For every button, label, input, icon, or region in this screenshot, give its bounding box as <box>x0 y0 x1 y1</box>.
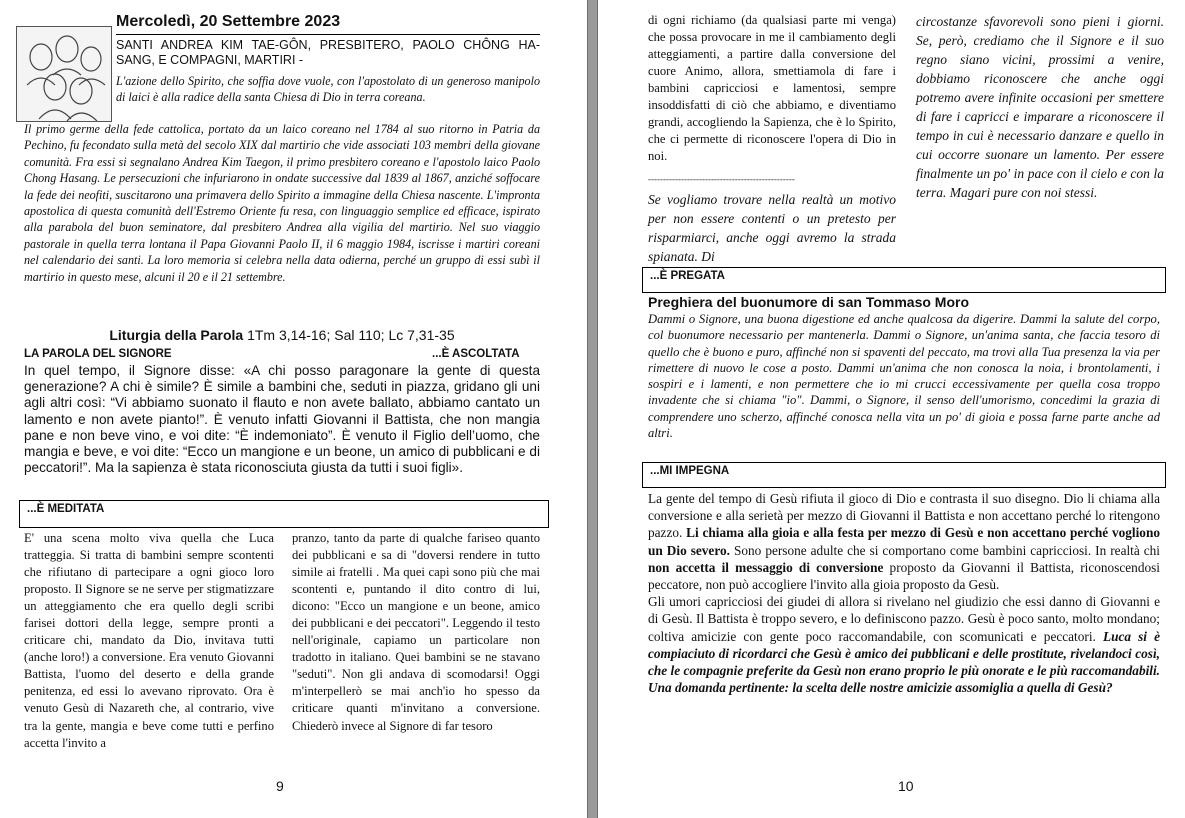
impegna-p1e: proposto da Giovanni il Battista, riconoscendosi peccatore, non può accogliere l'invito alla gioia proposto da Gesù. <box>648 559 1160 593</box>
impegna-p1a: La gente del tempo di Gesù rifiuta il gioco di Dio e contrasta il suo disegno. Dio li chiama alla conversione e alla serietà per mezzo di Giovanni il Battista e non accettano perché lo ritengono pazzo. <box>648 491 1160 541</box>
saint-bio-intro: L'azione dello Spirito, che soffia dove vuole, con l'apostolato di un generoso manipolo di laici è alla radice della santa Chiesa di Dio in terra coreana. <box>116 74 540 105</box>
liturgy-title: Liturgia della Parola <box>109 327 244 343</box>
reflection-column-1: Se vogliamo trovare nella realtà un motivo per non essere contenti o un pretesto per risparmiarci, anche oggi avremo la strada spianata. Di <box>648 192 896 264</box>
date-underline <box>116 34 540 35</box>
label-impegna: ...MI IMPEGNA <box>642 462 1166 488</box>
impegna-text <box>648 490 1160 696</box>
date-heading: Mercoledì, 20 Settembre 2023 <box>116 13 341 30</box>
impegna-p2a: Gli umori capricciosi dei giudei di allora si rivelano nel giudizio che essi danno di Giovanni e di Gesù. Il Battista è troppo severo, e lo definiscono pazzo. Gesù è poco santo, molto mondano; coltiva amicizie con gente poco raccomandabile, con scomunicati e peccatori. <box>648 594 1160 644</box>
liturgy-refs: 1Tm 3,14-16; Sal 110; Lc 7,31-35 <box>247 327 455 343</box>
liturgy-heading <box>24 327 540 343</box>
reflection-column-2: circostanze sfavorevoli sono pieni i giorni. Se, però, crediamo che il Signore e il suo regno siano vicini, prossimi a venire, dobbiamo riconoscere che anche oggi potremo avere infinite occasioni per smettere di fare i capricci e imparare a riconoscere il tempo in cui è necessario danzare e quello in cui occorre suonare un lamento. Per essere finalmente un po' in pace con il cielo e con la terra. Magari pure con noi stessi. <box>916 14 1164 200</box>
saint-bio: Il primo germe della fede cattolica, portato da un laico coreano nel 1784 al suo ritorno in Patria da Pechino, fu fecondato sulla metà del secolo XIX dal martirio che vide associati 103 membri della giovane comunità. Fra essi si segnalano Andrea Kim Taegon, il primo presbitero coreano e l'apostolo laico Paolo Chong Hasang. Le persecuzioni che infuriarono in ondate successive dal 1839 al 1867, anziché soffocare la fede dei neofiti, suscitarono una primavera dello Spirito a immagine della Chiesa nascente. L'impronta apostolica di questa comunità dell'Estremo Oriente fu resa, con linguaggio semplice ed efficace, ispirato alla parabola del buon seminatore, dal presbitero Andrea alla vigilia del martirio. Nel suo viaggio pastorale in quella terra lontana il Papa Giovanni Paolo II, il 6 maggio 1984, iscrisse i martiri coreani nel calendario dei santi. La loro memoria si celebra nella data odierna, perché un gruppo di essi subì il martirio in questo mese, alcuni il 20 e il 21 settembre. <box>24 122 540 284</box>
label-meditata: ...È MEDITATA <box>19 500 549 528</box>
meditation-column-2: pranzo, tanto da parte di qualche fariseo quanto dei pubblicani e sa di "doversi rendere in tutto simile ai fratelli . Ma quei capi sono più che mai scontenti e, puntando il dito contro di lui, dicono: "Ecco un mangione e un beone, amico dei pubblicani e dei peccatori". Leggendo il testo nell'originale, capiamo un particolare non tradotto in italiano. Quei bambini se ne stavano "seduti". Non gli andava di scomodarsi! Oggi m'interpellerò se mai anch'io ho spesso da criticare quanti m'invitano a conversione. Chiederò invece al Signore di far tesoro <box>292 531 540 733</box>
label-ascoltata: ...È ASCOLTATA <box>432 348 520 360</box>
label-pregata: ...È PREGATA <box>642 267 1166 293</box>
impegna-p1c: Sono persone adulte che si comportano come bambini capricciosi. In realtà chi <box>733 542 1160 558</box>
impegna-p1b: Li chiama alla gioia e alla festa per mezzo di Gesù e non accettano perché vogliono un Dio severo. <box>648 525 1160 558</box>
label-parola: LA PAROLA DEL SIGNORE <box>24 348 172 360</box>
page-right <box>598 0 1185 818</box>
page-number: 9 <box>276 778 284 794</box>
page-left <box>0 0 587 818</box>
impegna-p2b: Luca si è compiaciuto di ricordarci che Gesù è amico dei pubblicani e delle prostitute, rivelandoci così, che le compagnie preferite da Gesù non erano proprio le più onorate e le più raccomandabili. Una domanda pertinente: la scelta delle nostre amicizie assomiglia a quella di Gesù? <box>648 628 1160 696</box>
saints-title: SANTI ANDREA KIM TAE-GÔN, PRESBITERO, PAOLO CHÔNG HA-SANG, E COMPAGNI, MARTIRI - <box>116 38 540 67</box>
gospel-text: In quel tempo, il Signore disse: «A chi posso paragonare la gente di questa generazione? A chi è simile? È simile a bambini che, seduti in piazza, gridano gli uni agli altri così: “Vi abbiamo suonato il flauto e non avete ballato, abbiamo cantato un lamento e non avete pianto!”. È venuto infatti Giovanni il Battista, che non mangia pane e non beve vino, e voi dite: “È indemoniato”. È venuto il Figlio dell’uomo, che mangia e beve, e voi dite: “Ecco un mangione e un beone, un amico di pubblicani e di peccatori!”. Ma la sapienza è stata riconosciuta giusta da tutti i suoi figli». <box>24 363 540 476</box>
impegna-p1d: non accetta il messaggio di conversione <box>648 559 884 575</box>
saints-portrait-icon <box>16 26 112 122</box>
page-gutter <box>587 0 598 818</box>
section-divider: ------------------------------------------------- <box>648 176 795 182</box>
meditation-continued: di ogni richiamo (da qualsiasi parte mi venga) che possa provocare in me il cambiamento degli atteggiamenti, a partire dalla conversione del cuore Animo, allora, smettiamola di fare i bambini capricciosi e lamentosi, sempre insoddisfatti di ciò che abbiamo, e diventiamo grandi, accogliendo la Sapienza, che è lo Spirito, che ci permette di riconoscere l'opera di Dio in noi. <box>648 13 896 164</box>
prayer-text: Dammi o Signore, una buona digestione ed anche qualcosa da digerire. Dammi la salute del corpo, col buonumore necessario per mantenerla. Dammi o Signore, un'anima santa, che faccia tesoro di quello che è buono e puro, affinché non si spaventi del peccato, ma trovi alla Tua presenza la via per rimettere di nuovo le cose a posto. Dammi un'anima che non conosca la noia, i brontolamenti, i sospiri e i lamenti, e non permettere che io mi crucci eccessivamente per quella cosa troppo invadente che si chiama "io". Dammi, o Signore, il senso dell'umorismo, concedimi la grazia di comprendere uno scherzo, affinché conosca nella vita un po' di gioia e possa farne parte anche ad altri. <box>648 312 1160 441</box>
prayer-title: Preghiera del buonumore di san Tommaso Moro <box>648 294 970 310</box>
meditation-column-1: E' una scena molto viva quella che Luca tratteggia. Si tratta di bambini sempre scontenti che rifiutano di partecipare a ogni gioco loro proposto. Il Signore se ne serve per stigmatizzare un atteggiamento che era quello degli scribi farisei dottori della legge, sempre pronti a criticare chi, mandato da Dio, invitava tutti (anche loro!) a conversione. Era venuto Giovanni Battista, l'uomo del deserto e della grande penitenza, ed essi lo avevano riprovato. Ora è venuto Gesù di Nazareth che, al contrario, vive tra la gente, mangia e beve come tutti e perfino accetta l'invito a <box>24 531 274 750</box>
page-number-right: 10 <box>898 778 914 794</box>
